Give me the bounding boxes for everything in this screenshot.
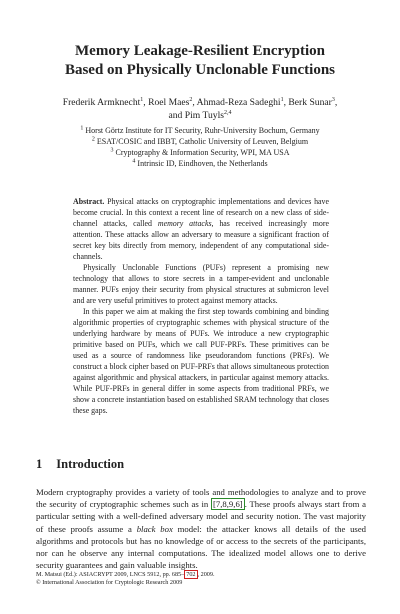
footer-citation: M. Matsui (Ed.): ASIACRYPT 2009, LNCS 5912, pp. 685– 702 , 2009. — [36, 571, 215, 578]
affiliation: $^4$ Intrinsic ID, Eindhoven, the Netherlands — [132, 158, 268, 168]
affiliation-list — [20, 125, 380, 169]
intro-body — [36, 486, 366, 571]
affiliation: $^2$ ESAT/COSIC and IBBT, Catholic University of Leuven, Belgium — [91, 136, 309, 146]
abstract-paragraph: Abstract. Physical attacks on cryptographic implementations and devices have become crucial. In this context a recent line of research on a new class of side-channel attacks, called memory attacks, has received increasingly more attention. These attacks allow an adversary to measure a significant fraction of secret key bits directly from memory, independent of any computational side-channels. — [73, 197, 329, 261]
author-affil-mark: 2 — [189, 96, 193, 103]
author-name: Frederik Armknecht — [62, 97, 141, 108]
author-name: Roel Maes — [148, 97, 190, 108]
author-affil-mark: 1 — [140, 96, 144, 103]
abstract-paragraph: In this paper we aim at making the first step towards combining and binding algorithmic properties of cryptographic schemes with physical structure of the underlying hardware by means of PUFs. We introduce a new cryptographic primitive based on PUFs, which we call PUF-PRFs. These primitives can be used as a source of randomness like pseudorandom functions (PRFs). We construct a block cipher based on PUF-PRFs that allows simultaneous protection against algorithmic and physical attackers, in particular against memory attacks. While PUF-PRFs in general differ in some aspects from traditional PRFs, we show a concrete instantiation based on established SRAM technology that closes these gaps. — [73, 307, 329, 415]
section-number: 1 — [36, 457, 43, 471]
title-line-2: Based on Physically Unclonable Functions — [64, 62, 336, 78]
author-name: Berk Sunar — [288, 97, 332, 108]
intro-paragraph: Modern cryptography provides a variety of tools and methodologies to analyze and to prove the security of cryptographic schemes such as in [7,8,9,6] . These proofs always start from a particular setting with a well-defined adversary model and security notion. The vast majority of these proofs assume a black box model: the attacker knows all details of the used algorithms and protocols but has no knowledge of or access to the secrets of the participants, nor can he observe any internal computations. The idealized model allows one to derive security guarantees and gain valuable insights. — [36, 487, 367, 571]
author-name: Pim Tuyls — [184, 110, 224, 121]
author-affil-mark: 1 — [280, 96, 284, 103]
author-affil-mark: 2,4 — [223, 109, 232, 116]
affiliation: $^1$ Horst Görtz Institute for IT Security, Ruhr-University Bochum, Germany — [80, 125, 320, 135]
page-footer — [36, 571, 366, 587]
citation-link[interactable]: [7,8,9,6] — [213, 499, 243, 510]
footer-copyright: © International Association for Cryptologic Research 2009 — [36, 579, 183, 586]
section-title: Introduction — [56, 457, 125, 471]
page-range-link[interactable]: 702 — [186, 571, 196, 578]
affiliation: $^3$ Cryptography & Information Security, WPI, MA USA — [110, 147, 290, 157]
author-affil-mark: 3 — [331, 96, 335, 103]
abstract-heading: Abstract. — [73, 197, 105, 206]
author-name: Ahmad-Reza Sadeghi — [196, 97, 281, 108]
abstract — [73, 196, 329, 416]
author-list: Frederik Armknecht$^1$, Roel Maes$^2$, Ahmad-Reza Sadeghi$^1$, Berk Sunar$^3$, and Pim Tuyls$^{2,4}$ — [62, 96, 338, 121]
section-heading — [36, 456, 366, 472]
paper-title — [20, 42, 380, 80]
title-line-1: Memory Leakage-Resilient Encryption — [75, 43, 325, 59]
abstract-paragraph: Physically Unclonable Functions (PUFs) represent a promising new technology that allows to store secrets in a tamper-evident and unclonable manner. PUFs enjoy their security from physical structures at submicron level and are very useful primitives to protect against memory attacks. — [73, 263, 329, 305]
